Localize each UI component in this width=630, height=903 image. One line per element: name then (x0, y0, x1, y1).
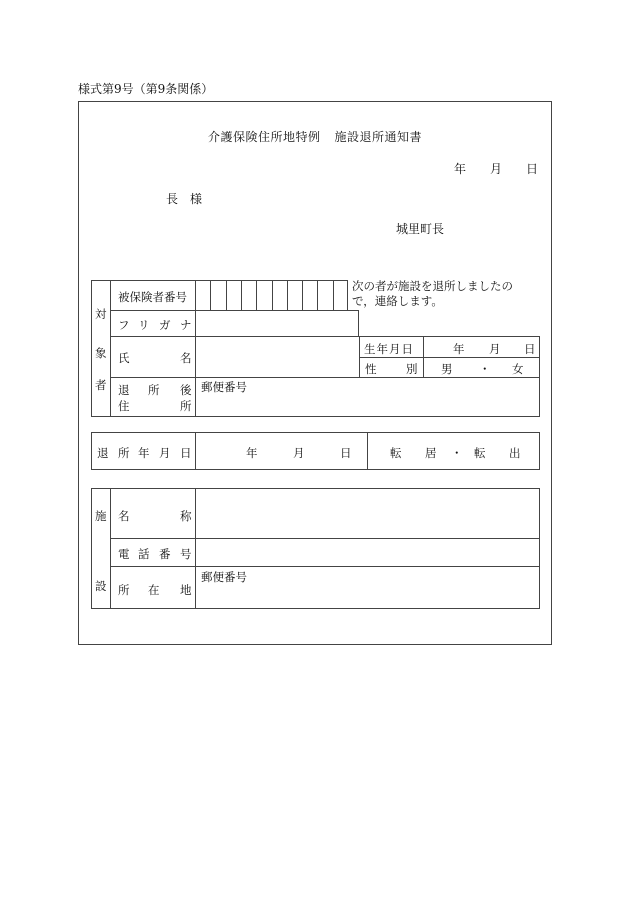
discharge-date-label-char: 日 (180, 446, 192, 460)
sex-female: 女 (512, 362, 524, 376)
address-label-char: 退 (118, 383, 130, 397)
discharge-date-label-char: 年 (138, 446, 150, 460)
outcome-char: ・ (451, 446, 463, 460)
title-part2: 施設退所通知書 (334, 130, 423, 144)
outcome-char: 出 (509, 446, 521, 460)
facility-name-label-char: 称 (180, 509, 192, 523)
notice-line2: で，連絡します。 (352, 294, 443, 308)
insured-number-field[interactable] (195, 280, 348, 311)
date-month: 月 (490, 162, 503, 176)
insured-number-digit-divider (302, 281, 303, 310)
subject-label-char: 対 (95, 307, 107, 321)
subject-label-char: 者 (95, 378, 107, 392)
birthdate-year: 年 (453, 342, 465, 356)
name-label-char: 氏 (118, 351, 130, 365)
addressee: 長 様 (166, 192, 203, 206)
discharge-date-label-char: 退 (97, 446, 109, 460)
address-label-char: 所 (180, 399, 192, 413)
outcome-char: 居 (425, 446, 437, 460)
facility-location-label-char: 在 (148, 583, 160, 597)
discharge-day: 日 (340, 446, 352, 460)
discharge-date-label-char: 月 (159, 446, 171, 460)
furigana-field[interactable] (195, 310, 359, 337)
facility-location-label-char: 地 (180, 583, 192, 597)
birthdate-field[interactable] (423, 336, 540, 358)
facility-name-field[interactable] (195, 488, 540, 539)
insured-number-digit-divider (241, 281, 242, 310)
form-number: 様式第9号（第9条関係） (78, 82, 214, 96)
title-part1: 介護保険住所地特例 (207, 130, 321, 144)
insured-number-digit-divider (287, 281, 288, 310)
discharge-year: 年 (246, 446, 258, 460)
name-field[interactable] (195, 336, 360, 378)
furigana-label-char: リ (138, 318, 150, 332)
insured-number-digit-divider (226, 281, 227, 310)
furigana-label-char: ガ (159, 318, 171, 332)
notice-line1: 次の者が施設を退所しましたの (352, 279, 513, 293)
address-postal-label: 郵便番号 (201, 380, 247, 394)
date-day: 日 (526, 162, 539, 176)
outcome-char: 転 (474, 446, 486, 460)
facility-label-char: 設 (95, 579, 107, 593)
insured-number-digit-divider (333, 281, 334, 310)
sender: 城里町長 (396, 222, 445, 236)
discharge-month: 月 (293, 446, 305, 460)
facility-postal-label: 郵便番号 (201, 570, 247, 584)
facility-location-label-char: 所 (118, 583, 130, 597)
outcome-char: 転 (390, 446, 402, 460)
facility-name-label-char: 名 (118, 509, 130, 523)
name-label-char: 名 (180, 351, 192, 365)
document-title (0, 128, 630, 145)
facility-phone-label-char: 電 (118, 547, 130, 561)
date-year: 年 (454, 162, 467, 176)
facility-phone-label-char: 号 (180, 547, 192, 561)
sex-male: 男 (441, 362, 453, 376)
address-label-char: 住 (118, 399, 130, 413)
birthdate-month: 月 (489, 342, 501, 356)
furigana-label-char: フ (118, 318, 130, 332)
birthdate-label: 生年月日 (364, 342, 414, 356)
address-label-char: 後 (180, 383, 192, 397)
subject-label-char: 象 (95, 346, 107, 360)
insured-number-digit-divider (256, 281, 257, 310)
discharge-date-label-char: 所 (118, 446, 130, 460)
insured-number-digit-divider (210, 281, 211, 310)
furigana-label-char: ナ (180, 318, 192, 332)
birthdate-day: 日 (524, 342, 536, 356)
sex-label-char: 別 (406, 362, 418, 376)
facility-phone-label-char: 番 (159, 547, 171, 561)
insured-number-digit-divider (317, 281, 318, 310)
sex-label-char: 性 (365, 362, 377, 376)
insured-number-label: 被保険者番号 (118, 290, 187, 304)
facility-phone-field[interactable] (195, 538, 540, 567)
facility-phone-label-char: 話 (138, 547, 150, 561)
sex-separator: ・ (479, 362, 491, 376)
address-label-char: 所 (148, 383, 160, 397)
facility-label-char: 施 (95, 509, 107, 523)
notice-text (352, 279, 540, 309)
insured-number-digit-divider (272, 281, 273, 310)
